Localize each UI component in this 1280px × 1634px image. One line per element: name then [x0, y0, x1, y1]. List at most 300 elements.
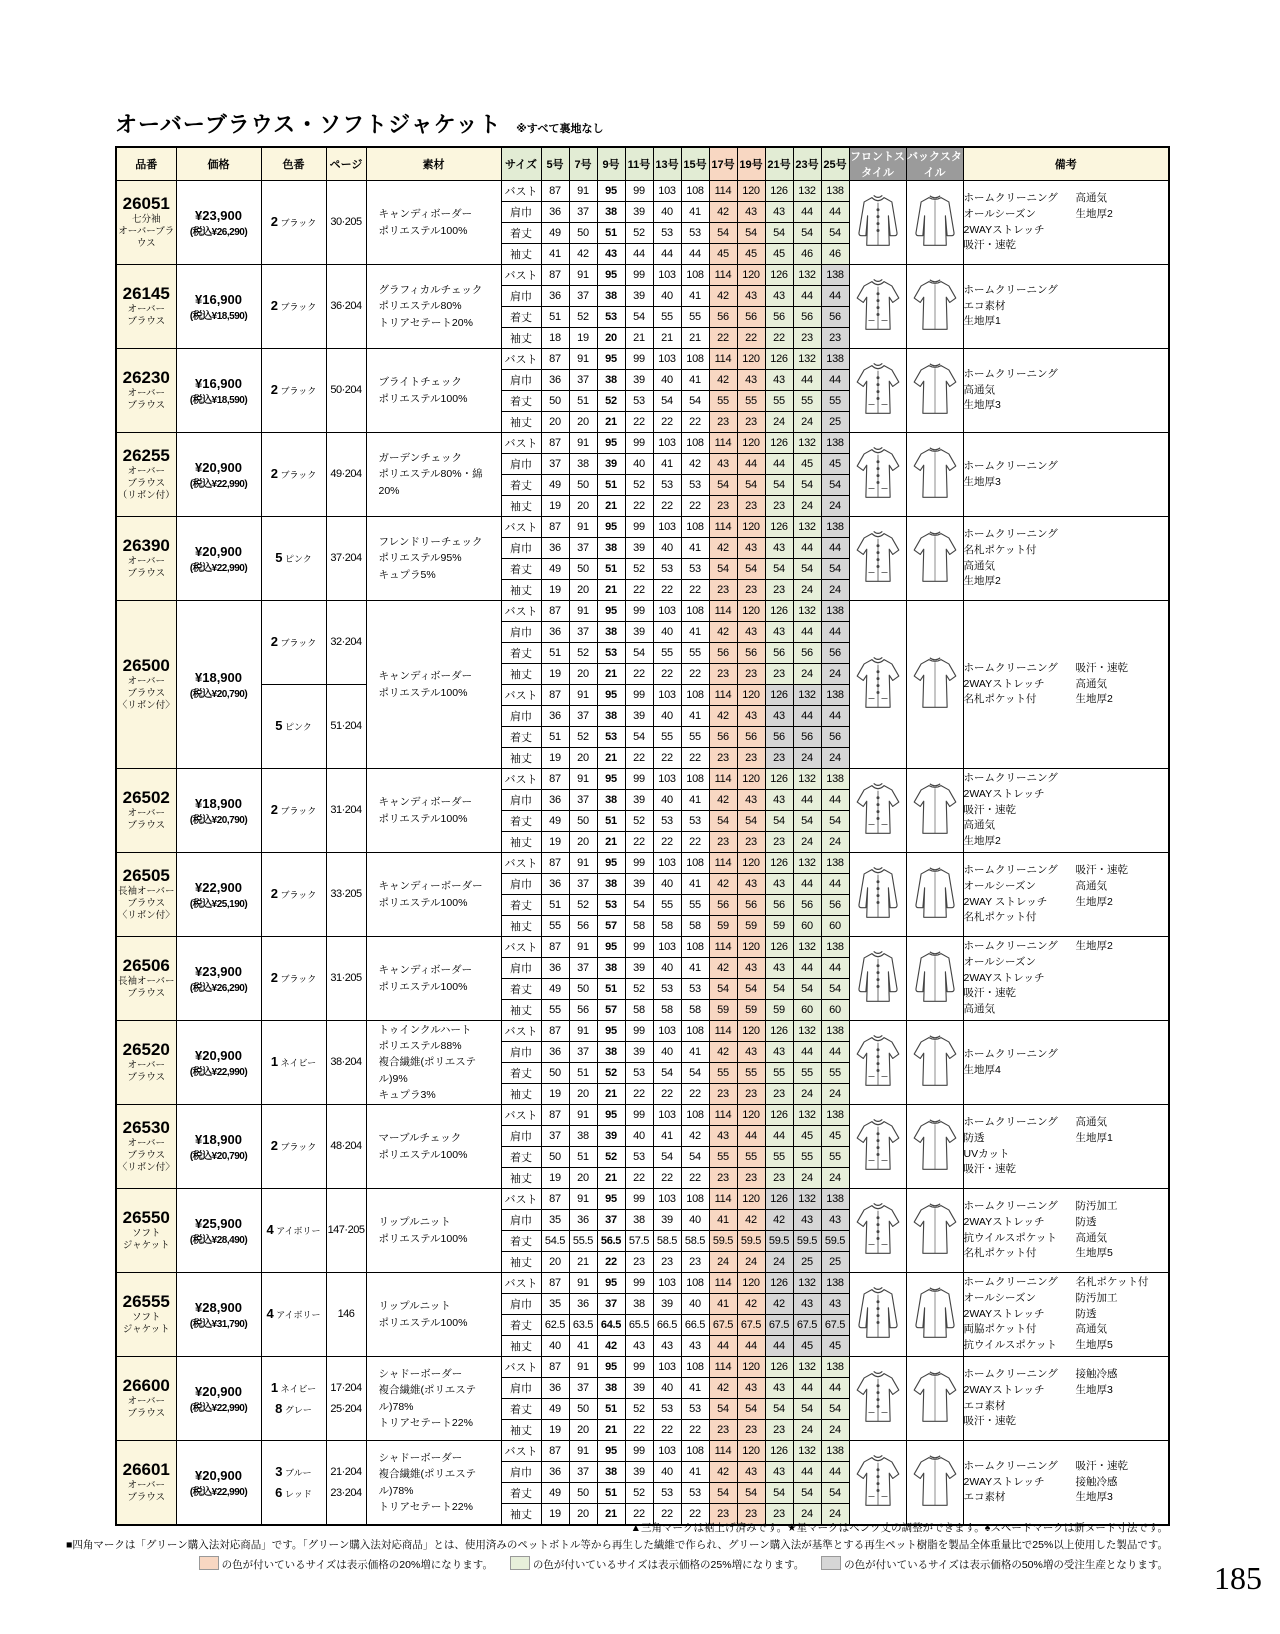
material-line: 複合繊維(ポリエステル)9% — [378, 1056, 477, 1085]
size-value: 22 — [681, 664, 709, 685]
col-header-size-17号: 17号 — [709, 147, 737, 181]
product-name-line: 七分袖 — [131, 214, 161, 226]
size-value: 138 — [821, 1105, 849, 1126]
remark-left: 生地厚3 — [963, 399, 1001, 412]
remark-right — [1076, 238, 1169, 254]
size-value: 46 — [793, 244, 821, 265]
size-value: 49 — [541, 811, 569, 832]
size-value: 24 — [709, 1252, 737, 1273]
remark-line — [964, 398, 1169, 414]
size-value: 67.5 — [737, 1315, 765, 1336]
size-value: 56 — [709, 727, 737, 748]
measure-label: 肩巾 — [501, 1042, 541, 1063]
size-value: 99 — [625, 1273, 653, 1294]
remark-right: 生地厚3 — [1075, 1491, 1113, 1504]
size-value: 37 — [569, 706, 597, 727]
page-ref — [326, 685, 366, 769]
remark-right — [1076, 543, 1169, 559]
size-value: 87 — [541, 685, 569, 706]
material-line: キャンディボーダー — [378, 796, 473, 809]
size-value: 53 — [597, 643, 625, 664]
remarks — [963, 181, 1169, 265]
size-value: 43 — [765, 706, 793, 727]
size-value: 24 — [821, 1084, 849, 1105]
size-value: 138 — [821, 1021, 849, 1042]
back-style-cell — [906, 265, 963, 349]
measure-label: 肩巾 — [501, 202, 541, 223]
measure-label: 袖丈 — [501, 412, 541, 433]
material-line: グラフィカルチェック — [378, 284, 483, 297]
measure-label: バスト — [501, 1021, 541, 1042]
size-value: 19 — [541, 748, 569, 769]
page-ref-value: 33·205 — [330, 888, 362, 901]
size-value: 56 — [737, 643, 765, 664]
table-row — [116, 181, 1169, 202]
size-value: 95 — [597, 1105, 625, 1126]
product-name-line: 〈リボン付〉 — [117, 1161, 175, 1173]
size-value: 55 — [653, 643, 681, 664]
size-value: 23 — [709, 832, 737, 853]
color-number — [261, 265, 326, 349]
remarks — [963, 517, 1169, 601]
measure-label: バスト — [501, 853, 541, 874]
size-value: 103 — [653, 769, 681, 790]
size-value: 55 — [793, 1063, 821, 1084]
remark-line — [964, 367, 1169, 383]
size-value: 22 — [625, 664, 653, 685]
size-value: 42 — [737, 1210, 765, 1231]
size-value: 58 — [625, 916, 653, 937]
size-value: 23 — [709, 1084, 737, 1105]
size-value: 120 — [737, 769, 765, 790]
remarks — [963, 769, 1169, 853]
size-value: 67.5 — [709, 1315, 737, 1336]
size-value: 23 — [765, 1504, 793, 1526]
size-value: 99 — [625, 1357, 653, 1378]
size-value: 108 — [681, 349, 709, 370]
remark-left: 吸汗・速乾 — [963, 1415, 1016, 1428]
product-name-line: 〈リボン付〉 — [117, 699, 175, 711]
size-value: 54 — [793, 811, 821, 832]
size-value: 49 — [541, 979, 569, 1000]
size-value: 52 — [597, 1147, 625, 1168]
size-value: 58 — [681, 916, 709, 937]
size-value: 21 — [597, 664, 625, 685]
size-value: 56 — [793, 895, 821, 916]
material-line: ポリエステル100% — [378, 1316, 468, 1329]
measure-label: 着丈 — [501, 1315, 541, 1336]
page-ref-value: 38·204 — [330, 1056, 362, 1069]
product-code-number: 26601 — [122, 1460, 170, 1480]
size-value: 52 — [625, 559, 653, 580]
size-value: 22 — [653, 580, 681, 601]
remark-left: 2WAY ストレッチ — [963, 895, 1048, 908]
size-value: 46 — [821, 244, 849, 265]
col-header-code: 品番 — [116, 147, 176, 181]
color-number-value: 2 — [270, 214, 278, 230]
product-price — [176, 1189, 261, 1273]
color-number — [261, 1441, 326, 1526]
size-value: 21 — [597, 1420, 625, 1441]
size-value: 23 — [765, 832, 793, 853]
size-value: 21 — [597, 580, 625, 601]
front-style-cell — [849, 1273, 906, 1357]
measure-label: 袖丈 — [501, 748, 541, 769]
size-value: 50 — [541, 1063, 569, 1084]
remark-right: 高通気 — [1075, 192, 1107, 204]
material — [366, 1021, 501, 1105]
size-value: 132 — [793, 349, 821, 370]
size-value: 21 — [681, 328, 709, 349]
size-value: 24 — [793, 832, 821, 853]
size-value: 95 — [597, 1189, 625, 1210]
size-value: 39 — [653, 1294, 681, 1315]
size-value: 23 — [765, 664, 793, 685]
col-header-size-19号: 19号 — [737, 147, 765, 181]
size-value: 53 — [681, 811, 709, 832]
size-value: 37 — [569, 538, 597, 559]
size-value: 43 — [737, 874, 765, 895]
measure-label: 肩巾 — [501, 1126, 541, 1147]
size-value: 54 — [737, 979, 765, 1000]
size-value: 42 — [569, 244, 597, 265]
size-value: 41 — [709, 1294, 737, 1315]
size-value: 120 — [737, 1441, 765, 1462]
size-value: 44 — [821, 790, 849, 811]
size-value: 103 — [653, 601, 681, 622]
measure-label: 肩巾 — [501, 622, 541, 643]
size-value: 108 — [681, 517, 709, 538]
color-name: グレー — [282, 1404, 312, 1415]
measure-label: バスト — [501, 349, 541, 370]
size-value: 55 — [793, 1147, 821, 1168]
size-value: 24 — [821, 1504, 849, 1526]
color-number — [261, 1357, 326, 1441]
page-ref — [326, 349, 366, 433]
size-value: 40 — [653, 286, 681, 307]
size-value: 55 — [793, 391, 821, 412]
remark-line — [964, 1002, 1169, 1018]
material — [366, 601, 501, 769]
size-value: 120 — [737, 601, 765, 622]
size-value: 54 — [709, 559, 737, 580]
product-code — [116, 601, 176, 769]
size-value: 56 — [821, 643, 849, 664]
size-value: 23 — [737, 1504, 765, 1526]
size-value: 22 — [653, 1084, 681, 1105]
size-value: 41 — [653, 454, 681, 475]
size-value: 49 — [541, 1399, 569, 1420]
color-number-line — [262, 1052, 326, 1073]
size-value: 51 — [569, 391, 597, 412]
product-code-number: 26390 — [122, 536, 170, 556]
back-style-cell — [906, 1105, 963, 1189]
measure-label: バスト — [501, 937, 541, 958]
size-value: 54 — [709, 223, 737, 244]
size-value: 20 — [569, 1084, 597, 1105]
size-value: 43 — [821, 1294, 849, 1315]
size-value: 24 — [737, 1252, 765, 1273]
remark-left: 生地厚3 — [963, 475, 1001, 488]
size-value: 87 — [541, 1021, 569, 1042]
col-header-colornum: 色番 — [261, 147, 326, 181]
size-value: 43 — [597, 244, 625, 265]
size-value: 23 — [709, 1504, 737, 1526]
product-name-line: ブラウス — [127, 477, 166, 489]
col-header-size-21号: 21号 — [765, 147, 793, 181]
size-value: 87 — [541, 517, 569, 538]
remark-line — [964, 475, 1169, 491]
product-code — [116, 349, 176, 433]
material-line: マーブルチェック — [378, 1132, 462, 1145]
color-number-line — [262, 632, 326, 653]
size-value: 53 — [653, 475, 681, 496]
size-value: 37 — [597, 1294, 625, 1315]
size-value: 99 — [625, 349, 653, 370]
measure-label: 袖丈 — [501, 832, 541, 853]
size-value: 23 — [737, 748, 765, 769]
remark-left: ホームクリーニング — [963, 1276, 1058, 1289]
size-value: 42 — [709, 790, 737, 811]
color-number-value: 2 — [270, 886, 278, 902]
size-value: 52 — [625, 811, 653, 832]
remark-left: エコ素材 — [963, 1399, 1006, 1412]
size-value: 36 — [541, 1378, 569, 1399]
remark-left: 2WAYストレッチ — [963, 1475, 1045, 1488]
color-name: ネイビー — [278, 1383, 317, 1394]
size-value: 59.5 — [821, 1231, 849, 1252]
size-value: 43 — [765, 1042, 793, 1063]
back-style-cell — [906, 937, 963, 1021]
size-value: 54 — [821, 1483, 849, 1504]
size-value: 53 — [597, 307, 625, 328]
size-value: 55 — [681, 307, 709, 328]
front-style-cell — [849, 1441, 906, 1526]
size-value: 21 — [597, 1504, 625, 1526]
color-number — [261, 1189, 326, 1273]
size-value: 42 — [709, 706, 737, 727]
size-value: 39 — [625, 706, 653, 727]
material-line: キャンディボーダー — [378, 208, 473, 221]
legend-plus50: の色が付いているサイズは表示価格の50%増の受注生産となります。 — [821, 1556, 1168, 1572]
material-line: ポリエステル100% — [378, 392, 468, 405]
size-value: 55 — [821, 1147, 849, 1168]
size-value: 43 — [765, 1462, 793, 1483]
page-ref-value: 23·204 — [330, 1486, 362, 1499]
remark-right — [1076, 771, 1169, 787]
size-value: 138 — [821, 1357, 849, 1378]
size-value: 126 — [765, 181, 793, 202]
size-value: 114 — [709, 1357, 737, 1378]
size-value: 52 — [625, 1483, 653, 1504]
size-value: 54 — [793, 1483, 821, 1504]
size-value: 43 — [765, 622, 793, 643]
size-value: 56 — [821, 307, 849, 328]
color-number — [261, 601, 326, 685]
remark-left: 生地厚1 — [963, 315, 1001, 328]
size-value: 138 — [821, 265, 849, 286]
size-value: 21 — [569, 1252, 597, 1273]
size-value: 45 — [793, 1126, 821, 1147]
size-value: 54 — [821, 559, 849, 580]
color-name: ネイビー — [278, 1058, 317, 1069]
size-value: 95 — [597, 265, 625, 286]
material — [366, 1273, 501, 1357]
remark-left: エコ素材 — [963, 1491, 1006, 1504]
size-value: 23 — [765, 1168, 793, 1189]
size-value: 126 — [765, 769, 793, 790]
size-value: 23 — [765, 580, 793, 601]
size-value: 53 — [625, 391, 653, 412]
size-value: 95 — [597, 1441, 625, 1462]
measure-label: 袖丈 — [501, 244, 541, 265]
size-value: 108 — [681, 601, 709, 622]
remark-line — [964, 459, 1169, 475]
size-value: 53 — [597, 727, 625, 748]
measure-label: 肩巾 — [501, 790, 541, 811]
size-value: 20 — [569, 580, 597, 601]
size-value: 22 — [625, 1084, 653, 1105]
material — [366, 433, 501, 517]
size-value: 40 — [653, 202, 681, 223]
remark-right — [1076, 1162, 1169, 1178]
size-value: 55 — [681, 643, 709, 664]
size-value: 126 — [765, 265, 793, 286]
size-value: 50 — [569, 811, 597, 832]
size-value: 59 — [765, 1000, 793, 1021]
size-value: 56 — [793, 307, 821, 328]
col-header-remarks: 備考 — [963, 147, 1169, 181]
color-number-value: 5 — [275, 718, 283, 734]
size-value: 38 — [597, 706, 625, 727]
size-value: 36 — [541, 622, 569, 643]
size-value: 120 — [737, 853, 765, 874]
page-ref — [326, 1189, 366, 1273]
remark-right: 生地厚3 — [1075, 1383, 1113, 1396]
size-value: 53 — [653, 1399, 681, 1420]
remark-line — [964, 787, 1169, 803]
size-value: 38 — [597, 1042, 625, 1063]
remark-line — [964, 383, 1169, 399]
page-number: 185 — [1214, 1560, 1262, 1596]
size-value: 42 — [709, 1042, 737, 1063]
size-value: 44 — [821, 1042, 849, 1063]
size-value: 22 — [653, 748, 681, 769]
size-value: 132 — [793, 517, 821, 538]
price-main: ¥18,900 — [195, 795, 242, 811]
product-price — [176, 1441, 261, 1526]
size-value: 55 — [541, 916, 569, 937]
measure-label: 肩巾 — [501, 706, 541, 727]
size-value: 108 — [681, 853, 709, 874]
size-value: 44 — [821, 958, 849, 979]
size-value: 103 — [653, 265, 681, 286]
size-value: 23 — [737, 580, 765, 601]
size-value: 56 — [793, 727, 821, 748]
size-value: 24 — [793, 1084, 821, 1105]
size-value: 23 — [709, 664, 737, 685]
size-value: 40 — [681, 1210, 709, 1231]
product-code — [116, 1273, 176, 1357]
size-value: 18 — [541, 328, 569, 349]
remark-left: 名札ポケット付 — [963, 693, 1037, 706]
col-header-price: 価格 — [176, 147, 261, 181]
front-style-cell — [849, 853, 906, 937]
color-name: ブラック — [277, 638, 317, 649]
size-value: 24 — [793, 748, 821, 769]
size-value: 51 — [597, 811, 625, 832]
size-value: 54 — [737, 811, 765, 832]
remark-right — [1076, 1063, 1169, 1079]
remark-line — [964, 1199, 1169, 1215]
size-value: 43 — [737, 1042, 765, 1063]
remark-line — [964, 1215, 1169, 1231]
material-line: シャドーボーダー — [378, 1367, 463, 1380]
size-value: 23 — [709, 1420, 737, 1441]
size-value: 53 — [653, 811, 681, 832]
remark-line — [964, 1307, 1169, 1323]
size-value: 95 — [597, 517, 625, 538]
table-row — [116, 853, 1169, 874]
size-value: 67.5 — [793, 1315, 821, 1336]
remark-left: 高通気 — [963, 559, 995, 572]
size-value: 54 — [653, 1063, 681, 1084]
material — [366, 769, 501, 853]
size-value: 91 — [569, 349, 597, 370]
remark-line — [964, 1291, 1169, 1307]
size-value: 103 — [653, 1441, 681, 1462]
plus20-swatch — [199, 1556, 219, 1570]
size-value: 108 — [681, 1105, 709, 1126]
size-value: 23 — [681, 1252, 709, 1273]
remark-left: オールシーズン — [963, 955, 1037, 968]
size-value: 20 — [569, 1504, 597, 1526]
remark-left: 名札ポケット付 — [963, 1247, 1037, 1260]
size-value: 44 — [793, 622, 821, 643]
color-name: ピンク — [282, 722, 312, 733]
size-value: 37 — [569, 1462, 597, 1483]
back-style-cell — [906, 853, 963, 937]
size-value: 56 — [737, 727, 765, 748]
measure-label: 着丈 — [501, 811, 541, 832]
remark-right: 高通気 — [1075, 677, 1107, 690]
page-ref-value: 31·205 — [330, 972, 362, 985]
size-value: 53 — [625, 1147, 653, 1168]
size-value: 41 — [653, 1126, 681, 1147]
size-value: 52 — [597, 1063, 625, 1084]
color-number-value: 2 — [270, 466, 278, 482]
size-value: 108 — [681, 1189, 709, 1210]
page-ref-value: 25·204 — [330, 1402, 362, 1415]
back-style-cell — [906, 601, 963, 769]
size-value: 43 — [709, 1126, 737, 1147]
size-value: 138 — [821, 349, 849, 370]
product-price — [176, 853, 261, 937]
col-header-size-13号: 13号 — [653, 147, 681, 181]
measure-label: 着丈 — [501, 1147, 541, 1168]
remark-line — [964, 1399, 1169, 1415]
size-value: 20 — [597, 328, 625, 349]
size-value: 22 — [653, 1420, 681, 1441]
color-number — [261, 769, 326, 853]
size-value: 91 — [569, 1105, 597, 1126]
remark-line — [964, 1367, 1169, 1383]
size-value: 35 — [541, 1210, 569, 1231]
price-tax-included: (税込¥22,990) — [189, 478, 248, 490]
size-value: 39 — [625, 286, 653, 307]
product-code-number: 26051 — [122, 194, 170, 214]
color-number-value: 2 — [270, 298, 278, 314]
